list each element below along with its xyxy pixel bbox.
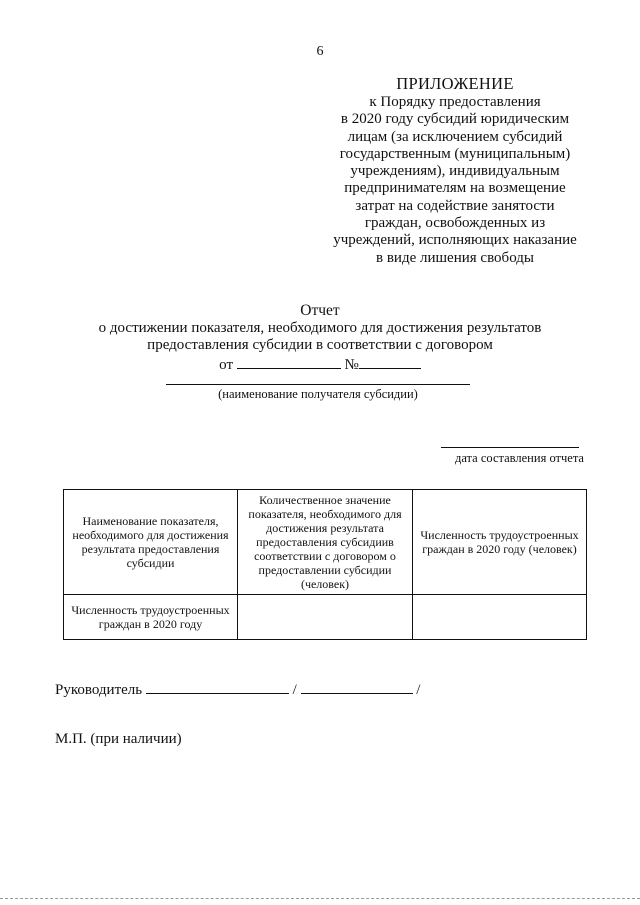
report-date-caption: дата составления отчета <box>454 451 584 465</box>
appendix-line: учреждений, исполняющих наказание <box>333 232 577 249</box>
table-header-cell: Количественное значение показателя, необходимого для достижения результата предоставления субсидиив соответствии с договором о предоставлении субсидии (человек) <box>238 490 413 595</box>
signature-name-field[interactable] <box>301 679 413 694</box>
appendix-line: лицам (за исключением субсидий <box>347 128 563 145</box>
table-cell: Численность трудоустроенных граждан в 2020 году <box>64 595 238 640</box>
appendix-line: к Порядку предоставления <box>369 94 541 110</box>
table-cell-input[interactable] <box>413 595 587 640</box>
appendix-block <box>300 74 610 267</box>
recipient-name-field[interactable] <box>166 384 470 385</box>
appendix-title: ПРИЛОЖЕНИЕ <box>396 74 514 93</box>
contract-number-field[interactable] <box>359 354 421 369</box>
signature-separator: / <box>292 682 297 698</box>
table-row <box>64 595 587 640</box>
report-heading <box>0 302 640 374</box>
report-subtitle-line-2: предоставления субсидии в соответствии с договором <box>147 337 493 353</box>
recipient-caption: (наименование получателя субсидии) <box>218 387 418 401</box>
contract-date-number-line <box>0 354 640 374</box>
report-title: Отчет <box>300 302 340 319</box>
scan-edge-divider <box>0 898 640 899</box>
contract-date-field[interactable] <box>237 354 341 369</box>
appendix-line: предпринимателям на возмещение <box>344 180 566 197</box>
appendix-line: государственным (муниципальным) <box>339 145 571 162</box>
report-date-field[interactable] <box>441 447 579 448</box>
signature-end: / <box>416 682 421 698</box>
number-sign: № <box>344 357 359 373</box>
stamp-note: М.П. (при наличии) <box>55 731 182 747</box>
page-number: 6 <box>316 44 324 59</box>
signature-label: Руководитель <box>55 682 143 698</box>
appendix-line: затрат на содействие занятости <box>355 197 555 214</box>
appendix-line: учреждениям), индивидуальным <box>350 163 560 180</box>
table-header-cell: Наименование показателя, необходимого для достижения результата предоставления субсидии <box>64 490 238 595</box>
appendix-line: в 2020 году субсидий юридическим <box>340 111 570 128</box>
report-subtitle-line-1: о достижении показателя, необходимого для достижения результатов <box>98 320 542 336</box>
indicators-table <box>63 489 587 640</box>
signature-line <box>55 679 420 699</box>
appendix-line: граждан, освобожденных из <box>364 215 546 232</box>
table-header-cell: Численность трудоустроенных граждан в 2020 году (человек) <box>413 490 587 595</box>
table-header-row <box>64 490 587 595</box>
appendix-line: в виде лишения свободы <box>376 249 534 266</box>
date-prefix: от <box>219 357 234 373</box>
table-cell-input[interactable] <box>238 595 413 640</box>
signature-field[interactable] <box>146 679 289 694</box>
